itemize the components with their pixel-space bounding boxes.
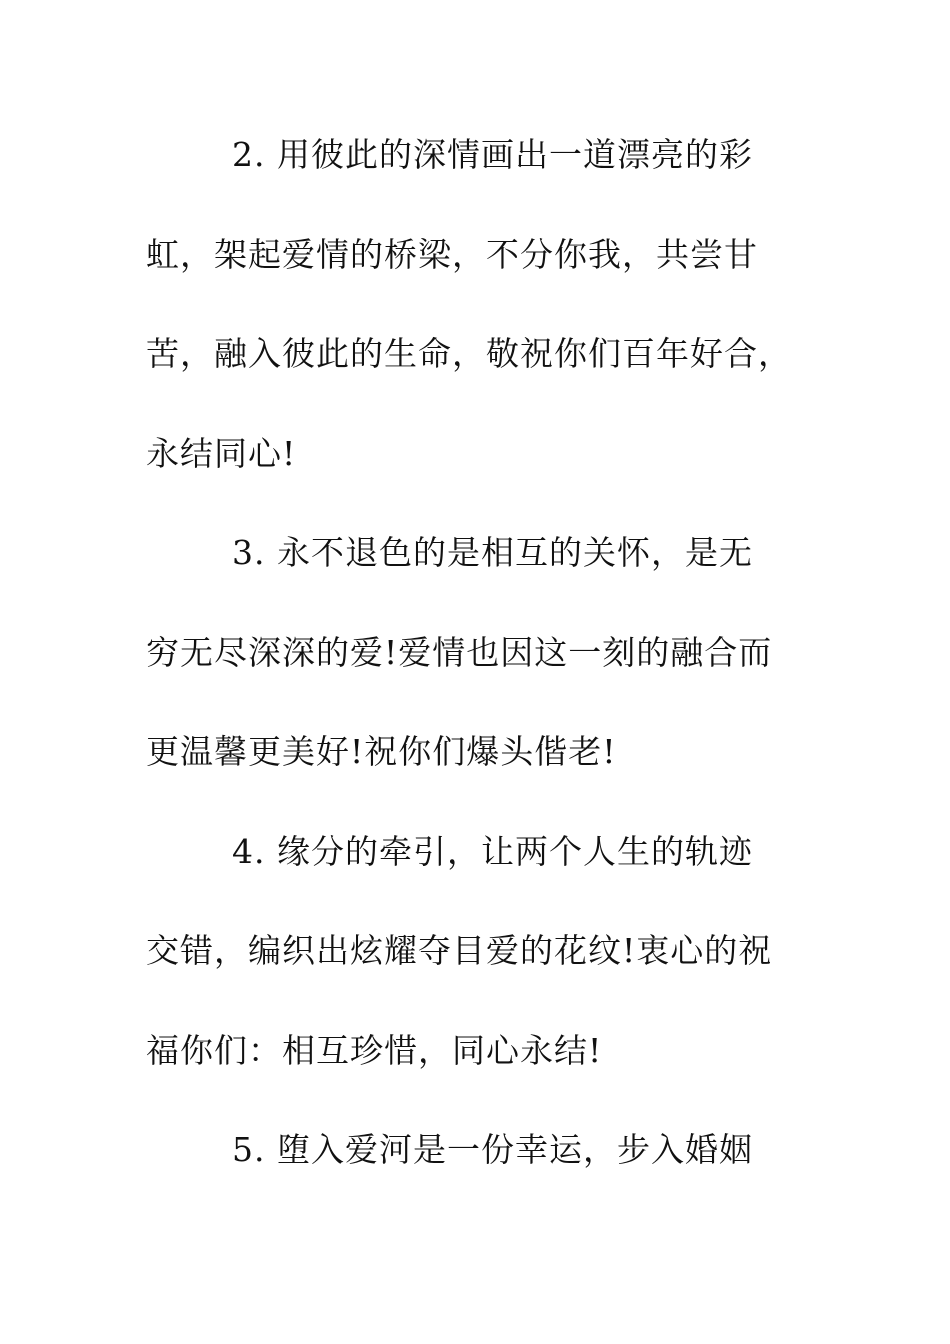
paragraph-3-line-1: 3. 永不退色的是相互的关怀，是无 (232, 533, 753, 572)
paragraph-2-line-4: 永结同心! (146, 433, 297, 473)
paragraph-3-line-3: 更温馨更美好!祝你们爆头偕老! (146, 732, 617, 771)
paragraph-2-line-1: 2. 用彼此的深情画出一道漂亮的彩 (232, 135, 753, 174)
paragraph-3-line-2: 穷无尽深深的爱!爱情也因这一刻的融合而 (146, 632, 773, 672)
paragraph-5-line-1: 5. 堕入爱河是一份幸运，步入婚姻 (232, 1130, 753, 1169)
paragraph-4-line-3: 福你们：相互珍惜，同心永结! (146, 1030, 603, 1070)
paragraph-2-line-3: 苦，融入彼此的生命，敬祝你们百年好合， (146, 334, 792, 373)
document-body (146, 125, 806, 1220)
paragraph-2-line-2: 虹，架起爱情的桥梁，不分你我，共尝甘 (146, 234, 758, 274)
paragraph-4-line-2: 交错，编织出炫耀夺目爱的花纹!衷心的祝 (146, 931, 773, 970)
paragraph-4-line-1: 4. 缘分的牵引，让两个人生的轨迹 (232, 831, 753, 871)
